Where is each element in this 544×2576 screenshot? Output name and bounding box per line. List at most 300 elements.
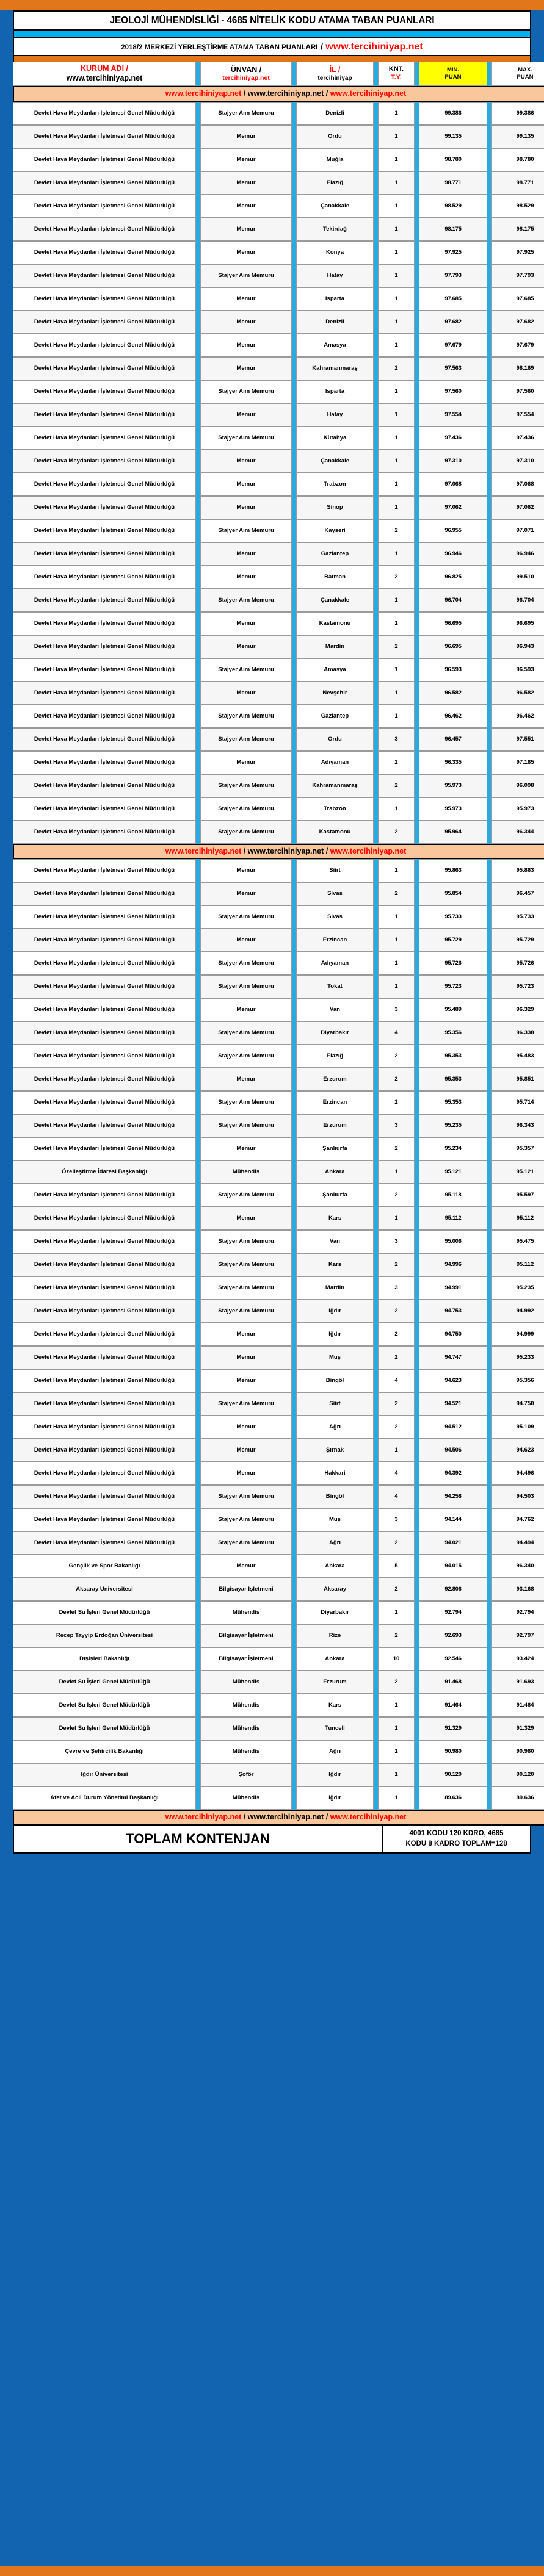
cell-kontenjan: 2 <box>378 1323 415 1346</box>
cell-unvan: Memur <box>200 612 292 635</box>
cell-kurum-adi: Devlet Hava Meydanları İşletmesi Genel Müdürlüğü <box>13 241 196 264</box>
cell-min-puan: 94.623 <box>419 1369 487 1392</box>
column-separator <box>292 1439 296 1462</box>
promo-link-2[interactable]: www.tercihiniyap.net <box>247 846 324 855</box>
column-separator <box>292 859 296 882</box>
cell-il: Hakkari <box>296 1462 374 1485</box>
cell-il: Ankara <box>296 1647 374 1671</box>
cell-kontenjan: 1 <box>378 496 415 519</box>
cell-il: Şanlıurfa <box>296 1137 374 1160</box>
cell-il: Trabzon <box>296 473 374 496</box>
column-separator <box>292 1369 296 1392</box>
column-separator <box>292 975 296 998</box>
cell-il: Kayseri <box>296 519 374 542</box>
cell-kontenjan: 1 <box>378 241 415 264</box>
column-separator <box>374 797 378 821</box>
cell-max-puan: 97.554 <box>491 403 544 426</box>
cell-unvan: Memur <box>200 1207 292 1230</box>
promo-sep-1: / <box>241 846 248 855</box>
column-separator <box>196 797 200 821</box>
column-separator <box>196 542 200 566</box>
column-separator <box>487 1346 491 1369</box>
cell-kurum-adi: Devlet Hava Meydanları İşletmesi Genel Müdürlüğü <box>13 1021 196 1045</box>
cell-min-puan: 96.825 <box>419 566 487 589</box>
column-separator <box>196 125 200 148</box>
cell-kurum-adi: Devlet Hava Meydanları İşletmesi Genel Müdürlüğü <box>13 728 196 751</box>
cell-max-puan: 94.762 <box>491 1508 544 1531</box>
cell-unvan: Memur <box>200 929 292 952</box>
column-separator <box>487 1786 491 1810</box>
promo-link-1[interactable]: www.tercihiniyap.net <box>165 1813 242 1822</box>
column-separator <box>196 1137 200 1160</box>
cell-min-puan: 90.980 <box>419 1740 487 1763</box>
cell-unvan: Stajyer Aım Memuru <box>200 264 292 287</box>
cell-min-puan: 91.468 <box>419 1671 487 1694</box>
promo-banner-cell <box>13 844 544 860</box>
cell-kontenjan: 1 <box>378 102 415 125</box>
column-separator <box>292 1740 296 1763</box>
cell-unvan: Memur <box>200 241 292 264</box>
cell-unvan: Stajyer Aım Memuru <box>200 821 292 844</box>
column-separator <box>487 496 491 519</box>
cell-il: Iğdır <box>296 1786 374 1810</box>
table-row <box>13 311 544 334</box>
column-separator <box>487 1624 491 1647</box>
cell-kurum-adi: Afet ve Acil Durum Yönetimi Başkanlığı <box>13 1786 196 1810</box>
column-separator <box>374 519 378 542</box>
column-separator <box>196 821 200 844</box>
il-header-line1: İL / <box>329 65 341 74</box>
column-separator <box>415 1531 419 1555</box>
column-separator <box>196 1416 200 1439</box>
cell-il: Ordu <box>296 125 374 148</box>
cell-unvan: Bilgisayar İşletmeni <box>200 1624 292 1647</box>
cell-max-puan: 90.980 <box>491 1740 544 1763</box>
cell-min-puan: 94.021 <box>419 1531 487 1555</box>
cell-unvan: Memur <box>200 148 292 171</box>
cell-min-puan: 94.258 <box>419 1485 487 1508</box>
cell-max-puan: 94.494 <box>491 1531 544 1555</box>
cell-unvan: Memur <box>200 311 292 334</box>
cell-unvan: Memur <box>200 635 292 658</box>
table-row <box>13 357 544 380</box>
column-separator <box>196 774 200 797</box>
column-separator <box>196 1624 200 1647</box>
cell-kontenjan: 1 <box>378 403 415 426</box>
cell-max-puan: 97.925 <box>491 241 544 264</box>
column-separator <box>374 1276 378 1300</box>
cell-kurum-adi: Devlet Hava Meydanları İşletmesi Genel Müdürlüğü <box>13 612 196 635</box>
column-separator <box>374 658 378 682</box>
page-title-box <box>13 10 531 31</box>
cell-max-puan: 89.636 <box>491 1786 544 1810</box>
table-row <box>13 589 544 612</box>
column-separator <box>292 1601 296 1624</box>
column-separator <box>374 998 378 1021</box>
cell-il: Şırnak <box>296 1439 374 1462</box>
cell-min-puan: 95.118 <box>419 1184 487 1207</box>
column-separator <box>196 1555 200 1578</box>
column-separator <box>415 882 419 905</box>
column-separator <box>415 102 419 125</box>
column-separator <box>487 1462 491 1485</box>
cell-min-puan: 97.436 <box>419 426 487 450</box>
column-separator <box>415 929 419 952</box>
cell-min-puan: 96.704 <box>419 589 487 612</box>
cell-max-puan: 94.496 <box>491 1462 544 1485</box>
promo-link-2[interactable]: www.tercihiniyap.net <box>247 1813 324 1822</box>
column-separator <box>196 403 200 426</box>
column-separator <box>374 148 378 171</box>
cell-kurum-adi: Devlet Hava Meydanları İşletmesi Genel Müdürlüğü <box>13 102 196 125</box>
column-separator <box>487 287 491 311</box>
column-separator <box>415 566 419 589</box>
column-separator <box>487 148 491 171</box>
cell-kontenjan: 3 <box>378 998 415 1021</box>
promo-sep-2: / <box>324 1813 330 1822</box>
cell-il: Elazığ <box>296 171 374 195</box>
cell-min-puan: 95.489 <box>419 998 487 1021</box>
column-separator <box>415 612 419 635</box>
column-separator <box>487 1717 491 1740</box>
column-separator <box>415 1276 419 1300</box>
cell-unvan: Stajyer Aım Memuru <box>200 975 292 998</box>
column-separator <box>415 218 419 241</box>
column-separator <box>415 905 419 929</box>
column-separator <box>415 1439 419 1462</box>
column-separator <box>196 1786 200 1810</box>
column-separator <box>374 1531 378 1555</box>
table-row <box>13 1578 544 1601</box>
cell-min-puan: 94.521 <box>419 1392 487 1416</box>
cell-unvan: Stajyer Aım Memuru <box>200 102 292 125</box>
cell-unvan: Memur <box>200 1439 292 1462</box>
cell-kurum-adi: Devlet Hava Meydanları İşletmesi Genel Müdürlüğü <box>13 1346 196 1369</box>
cell-il: Tekirdağ <box>296 218 374 241</box>
cell-kurum-adi: Devlet Hava Meydanları İşletmesi Genel Müdürlüğü <box>13 1531 196 1555</box>
column-separator <box>374 1160 378 1184</box>
cell-kontenjan: 3 <box>378 1276 415 1300</box>
cell-kurum-adi: Recep Tayyip Erdoğan Üniversitesi <box>13 1624 196 1647</box>
table-row <box>13 380 544 403</box>
column-separator <box>196 241 200 264</box>
column-separator <box>487 1021 491 1045</box>
cell-kurum-adi: Devlet Hava Meydanları İşletmesi Genel Müdürlüğü <box>13 1184 196 1207</box>
cell-kontenjan: 1 <box>378 125 415 148</box>
column-separator <box>487 1555 491 1578</box>
table-row <box>13 1717 544 1740</box>
column-separator <box>374 1137 378 1160</box>
column-separator <box>196 589 200 612</box>
column-separator <box>487 1439 491 1462</box>
subtitle-site-link[interactable]: www.tercihiniyap.net <box>325 41 423 52</box>
cell-il: Ağrı <box>296 1531 374 1555</box>
cell-min-puan: 97.563 <box>419 357 487 380</box>
promo-link-3[interactable]: www.tercihiniyap.net <box>330 89 407 98</box>
cell-kontenjan: 4 <box>378 1021 415 1045</box>
column-separator <box>415 1091 419 1114</box>
cell-max-puan: 95.597 <box>491 1184 544 1207</box>
subtitle-text: 2018/2 MERKEZİ YERLEŞTİRME ATAMA TABAN PUANLARI <box>121 44 318 51</box>
column-separator <box>487 589 491 612</box>
column-separator <box>196 496 200 519</box>
cell-il: Erzurum <box>296 1114 374 1137</box>
table-row <box>13 1300 544 1323</box>
cell-il: Sinop <box>296 496 374 519</box>
column-separator <box>196 357 200 380</box>
cell-kontenjan: 1 <box>378 682 415 705</box>
column-separator <box>487 1601 491 1624</box>
cell-min-puan: 97.068 <box>419 473 487 496</box>
column-header-min-puan <box>419 62 487 86</box>
table-row <box>13 705 544 728</box>
column-separator <box>292 1671 296 1694</box>
cell-kontenjan: 2 <box>378 1300 415 1323</box>
cell-kurum-adi: Devlet Hava Meydanları İşletmesi Genel Müdürlüğü <box>13 171 196 195</box>
unvan-header-line2: tercihiniyap.net <box>222 74 270 82</box>
column-separator <box>292 1763 296 1786</box>
table-row <box>13 195 544 218</box>
column-separator <box>374 728 378 751</box>
cell-kurum-adi: Devlet Su İşleri Genel Müdürlüğü <box>13 1717 196 1740</box>
column-separator <box>196 1323 200 1346</box>
cell-kontenjan: 3 <box>378 1230 415 1253</box>
cell-il: Muş <box>296 1508 374 1531</box>
promo-link-3[interactable]: www.tercihiniyap.net <box>330 846 407 855</box>
cell-unvan: Stajyer Aım Memuru <box>200 1508 292 1531</box>
cell-max-puan: 96.344 <box>491 821 544 844</box>
table-row <box>13 751 544 774</box>
cell-min-puan: 96.462 <box>419 705 487 728</box>
column-separator <box>415 450 419 473</box>
column-separator <box>374 1647 378 1671</box>
cell-kontenjan: 1 <box>378 705 415 728</box>
cell-kontenjan: 2 <box>378 1253 415 1276</box>
cell-il: Elazığ <box>296 1045 374 1068</box>
cell-unvan: Stajyer Aım Memuru <box>200 1045 292 1068</box>
cell-max-puan: 94.750 <box>491 1392 544 1416</box>
table-row <box>13 473 544 496</box>
column-separator <box>374 612 378 635</box>
table-row <box>13 1763 544 1786</box>
column-separator <box>487 1392 491 1416</box>
column-separator <box>487 311 491 334</box>
cell-max-puan: 95.851 <box>491 1068 544 1091</box>
cell-kurum-adi: Devlet Hava Meydanları İşletmesi Genel Müdürlüğü <box>13 542 196 566</box>
column-separator <box>374 1091 378 1114</box>
column-separator <box>374 1671 378 1694</box>
cell-kontenjan: 1 <box>378 929 415 952</box>
cell-unvan: Memur <box>200 751 292 774</box>
column-separator <box>487 1694 491 1717</box>
column-separator <box>487 1253 491 1276</box>
cell-kontenjan: 1 <box>378 1786 415 1810</box>
table-row <box>13 1508 544 1531</box>
column-separator <box>292 171 296 195</box>
table-row <box>13 1346 544 1369</box>
cell-min-puan: 97.685 <box>419 287 487 311</box>
cell-unvan: Memur <box>200 125 292 148</box>
cell-kurum-adi: Devlet Hava Meydanları İşletmesi Genel Müdürlüğü <box>13 905 196 929</box>
column-separator <box>196 1021 200 1045</box>
column-separator <box>292 1531 296 1555</box>
column-separator <box>487 1369 491 1392</box>
column-separator <box>415 264 419 287</box>
column-separator <box>292 1555 296 1578</box>
column-separator <box>292 929 296 952</box>
column-separator <box>374 1230 378 1253</box>
cell-il: Diyarbakır <box>296 1021 374 1045</box>
column-separator <box>292 589 296 612</box>
orange-divider-strip <box>13 56 531 62</box>
column-separator <box>415 1207 419 1230</box>
cell-kurum-adi: Devlet Hava Meydanları İşletmesi Genel Müdürlüğü <box>13 882 196 905</box>
promo-sep-2: / <box>324 846 330 855</box>
table-row <box>13 334 544 357</box>
cell-il: Şanlıurfa <box>296 1184 374 1207</box>
cell-max-puan: 97.793 <box>491 264 544 287</box>
cell-min-puan: 97.925 <box>419 241 487 264</box>
cell-kurum-adi: Devlet Hava Meydanları İşletmesi Genel Müdürlüğü <box>13 403 196 426</box>
column-separator <box>487 450 491 473</box>
table-header-row <box>13 62 544 86</box>
bottom-accent-bar <box>0 2566 544 2576</box>
cell-kontenjan: 4 <box>378 1462 415 1485</box>
promo-link-2[interactable]: www.tercihiniyap.net <box>247 89 324 98</box>
cell-max-puan: 98.175 <box>491 218 544 241</box>
cell-il: Hatay <box>296 403 374 426</box>
table-row <box>13 1253 544 1276</box>
column-separator <box>292 1416 296 1439</box>
cell-kontenjan: 1 <box>378 195 415 218</box>
cell-kurum-adi: Devlet Hava Meydanları İşletmesi Genel Müdürlüğü <box>13 311 196 334</box>
column-separator <box>374 1717 378 1740</box>
column-separator <box>374 334 378 357</box>
column-separator <box>292 357 296 380</box>
column-separator <box>374 1508 378 1531</box>
knt-header-line1: KNT. <box>388 65 404 73</box>
cell-il: Çanakkale <box>296 195 374 218</box>
cell-max-puan: 94.992 <box>491 1300 544 1323</box>
cell-il: Siirt <box>296 859 374 882</box>
column-separator <box>415 125 419 148</box>
cell-unvan: Stajyer Aım Memuru <box>200 1114 292 1137</box>
cell-min-puan: 95.733 <box>419 905 487 929</box>
cell-min-puan: 89.636 <box>419 1786 487 1810</box>
table-row <box>13 1369 544 1392</box>
max-header-line2: PUAN <box>517 74 534 81</box>
column-separator <box>415 975 419 998</box>
promo-link-1[interactable]: www.tercihiniyap.net <box>165 89 242 98</box>
content-frame <box>13 10 534 1857</box>
cell-max-puan: 96.340 <box>491 1555 544 1578</box>
column-separator <box>292 774 296 797</box>
column-separator <box>415 658 419 682</box>
cell-il: Erzurum <box>296 1671 374 1694</box>
cell-max-puan: 95.112 <box>491 1253 544 1276</box>
cell-min-puan: 95.973 <box>419 797 487 821</box>
cell-max-puan: 98.529 <box>491 195 544 218</box>
column-separator <box>415 426 419 450</box>
column-separator <box>196 1740 200 1763</box>
column-separator <box>196 929 200 952</box>
cell-kontenjan: 1 <box>378 1439 415 1462</box>
column-separator <box>196 1578 200 1601</box>
column-separator <box>374 1114 378 1137</box>
column-separator <box>487 1114 491 1137</box>
column-separator <box>292 542 296 566</box>
cell-il: Iğdır <box>296 1323 374 1346</box>
column-separator <box>487 334 491 357</box>
cell-unvan: Memur <box>200 682 292 705</box>
column-separator <box>374 1253 378 1276</box>
cell-min-puan: 92.806 <box>419 1578 487 1601</box>
cell-min-puan: 95.234 <box>419 1137 487 1160</box>
column-separator <box>196 566 200 589</box>
cell-unvan: Stajyer Aım Memuru <box>200 1531 292 1555</box>
column-separator <box>487 612 491 635</box>
column-separator <box>292 1462 296 1485</box>
promo-link-3[interactable]: www.tercihiniyap.net <box>330 1813 407 1822</box>
cell-kontenjan: 1 <box>378 264 415 287</box>
cell-unvan: Stajyer Aım Memuru <box>200 519 292 542</box>
cell-max-puan: 96.704 <box>491 589 544 612</box>
column-separator <box>487 473 491 496</box>
column-separator <box>487 929 491 952</box>
cell-kurum-adi: Aksaray Üniversitesi <box>13 1578 196 1601</box>
cell-kurum-adi: Dışişleri Bakanlığı <box>13 1647 196 1671</box>
column-separator <box>196 218 200 241</box>
cell-unvan: Şoför <box>200 1763 292 1786</box>
column-separator <box>292 566 296 589</box>
column-separator <box>292 1647 296 1671</box>
table-row <box>13 1230 544 1253</box>
column-separator <box>292 1021 296 1045</box>
cell-unvan: Stajyer Aım Memuru <box>200 705 292 728</box>
column-separator <box>487 952 491 975</box>
column-separator <box>487 218 491 241</box>
column-separator <box>487 821 491 844</box>
cell-kurum-adi: Devlet Hava Meydanları İşletmesi Genel Müdürlüğü <box>13 1230 196 1253</box>
cell-kurum-adi: Devlet Hava Meydanları İşletmesi Genel Müdürlüğü <box>13 658 196 682</box>
column-separator <box>374 403 378 426</box>
cell-max-puan: 95.235 <box>491 1276 544 1300</box>
column-separator <box>415 1601 419 1624</box>
column-separator <box>487 635 491 658</box>
column-separator <box>415 1160 419 1184</box>
cell-unvan: Stajyer Aım Memuru <box>200 728 292 751</box>
cell-min-puan: 94.015 <box>419 1555 487 1578</box>
table-row <box>13 882 544 905</box>
column-separator <box>196 1184 200 1207</box>
column-separator <box>196 859 200 882</box>
promo-link-1[interactable]: www.tercihiniyap.net <box>165 846 242 855</box>
cell-kurum-adi: Çevre ve Şehircilik Bakanlığı <box>13 1740 196 1763</box>
cell-kurum-adi: Devlet Hava Meydanları İşletmesi Genel Müdürlüğü <box>13 148 196 171</box>
column-separator <box>374 241 378 264</box>
cell-max-puan: 97.310 <box>491 450 544 473</box>
cell-max-puan: 95.714 <box>491 1091 544 1114</box>
column-separator <box>292 125 296 148</box>
cell-il: Sivas <box>296 905 374 929</box>
column-separator <box>196 682 200 705</box>
cell-kurum-adi: Devlet Hava Meydanları İşletmesi Genel Müdürlüğü <box>13 450 196 473</box>
column-separator <box>292 905 296 929</box>
bottom-gap <box>13 1854 531 1857</box>
cell-il: Ağrı <box>296 1740 374 1763</box>
cell-min-puan: 94.512 <box>419 1416 487 1439</box>
column-separator <box>292 797 296 821</box>
